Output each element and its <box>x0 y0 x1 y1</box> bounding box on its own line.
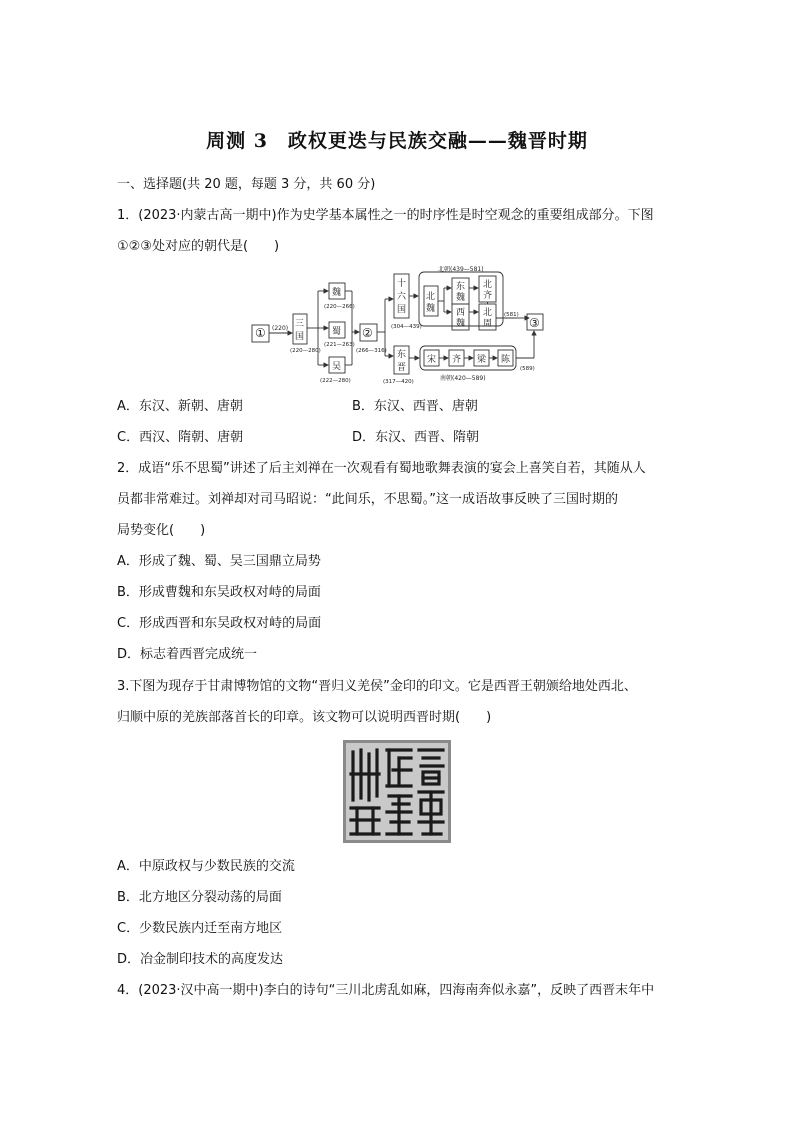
q4-stem-line1: 4．(2023·汉中高一期中)李白的诗句“三川北虏乱如麻，四海南奔似永嘉”，反映了西晋末年中 <box>117 983 655 998</box>
page-title: 周测 3 政权更迭与民族交融——魏晋时期 <box>206 130 588 152</box>
label-beiqi-2: 齐 <box>483 291 493 301</box>
label-sanguo-1: 三 <box>295 319 305 329</box>
label-wu: 吴 <box>332 362 342 372</box>
label-dongjin-years: (317—420) <box>383 379 414 385</box>
q1-option-a[interactable]: A．东汉、新朝、唐朝 <box>117 399 243 414</box>
label-y220: (220) <box>272 325 289 332</box>
label-dongwei-1: 东 <box>456 282 466 292</box>
label-dongjin-1: 东 <box>397 350 407 360</box>
label-xiwei-1: 西 <box>456 308 466 318</box>
label-shiliuguo-3: 国 <box>397 305 407 315</box>
q1-stem-line1: 1．(2023·内蒙古高一期中)作为史学基本属性之一的时序性是时空观念的重要组成部分。下图 <box>117 208 654 223</box>
label-beichao: 北朝(439—581) <box>438 266 484 273</box>
label-qi: 齐 <box>452 355 462 365</box>
q3-stem-line2: 归顺中原的羌族部落首长的印章。该文物可以说明西晋时期( ) <box>117 710 492 725</box>
label-xiwei-2: 魏 <box>456 319 466 329</box>
label-shu-years: (221—263) <box>324 342 355 348</box>
q2-stem-line1: 2．成语“乐不思蜀”讲述了后主刘禅在一次观看有蜀地歌舞表演的宴会上喜笑自若，其随从人 <box>117 461 646 476</box>
label-n2: ② <box>362 326 373 340</box>
q2-option-c[interactable]: C．形成西晋和东吴政权对峙的局面 <box>117 616 322 631</box>
dynasty-timeline-diagram <box>248 266 553 386</box>
label-n1: ① <box>255 326 266 340</box>
label-beiwei-2: 魏 <box>426 304 436 314</box>
label-shiliuguo-years: (304—439) <box>391 324 422 330</box>
label-beiwei-1: 北 <box>426 292 436 302</box>
label-chen: 陈 <box>501 355 511 365</box>
label-wei: 魏 <box>332 288 342 298</box>
q2-option-d[interactable]: D．标志着西晋完成统一 <box>117 647 258 662</box>
q3-stem-line1: 3.下图为现存于甘肃博物馆的文物“晋归义羌侯”金印的印文。它是西晋王朝颁给地处西北、 <box>117 679 637 694</box>
label-sanguo-2: 国 <box>295 332 305 342</box>
label-liang: 梁 <box>477 355 487 365</box>
q1-option-b[interactable]: B．东汉、西晋、唐朝 <box>352 399 478 414</box>
label-wei-years: (220—266) <box>324 304 355 310</box>
section-heading: 一、选择题(共 20 题，每题 3 分，共 60 分) <box>117 177 376 192</box>
label-shiliuguo-1: 十 <box>397 279 407 289</box>
q2-option-b[interactable]: B．形成曹魏和东吴政权对峙的局面 <box>117 585 321 600</box>
label-shiliuguo-2: 六 <box>397 292 407 302</box>
q1-option-d[interactable]: D．东汉、西晋、隋朝 <box>352 430 480 445</box>
label-n2-years: (266—316) <box>356 348 387 354</box>
label-sanguo-years: (220—280) <box>290 348 321 354</box>
q3-option-a[interactable]: A．中原政权与少数民族的交流 <box>117 859 295 874</box>
seal-imprint-image <box>343 740 451 843</box>
q3-option-d[interactable]: D．冶金制印技术的高度发达 <box>117 952 284 967</box>
q1-option-c[interactable]: C．西汉、隋朝、唐朝 <box>117 430 244 445</box>
label-wu-years: (222—280) <box>320 378 351 384</box>
q1-stem-line2: ①②③处对应的朝代是( ) <box>117 239 280 254</box>
q2-option-a[interactable]: A．形成了魏、蜀、吴三国鼎立局势 <box>117 554 321 569</box>
label-dongwei-2: 魏 <box>456 293 466 303</box>
label-dongjin-2: 晋 <box>397 363 407 373</box>
q3-option-c[interactable]: C．少数民族内迁至南方地区 <box>117 921 283 936</box>
label-song: 宋 <box>427 355 437 365</box>
label-y589: (589) <box>520 366 535 372</box>
label-beizhou-1: 北 <box>483 308 493 318</box>
label-beiqi-1: 北 <box>483 280 493 290</box>
label-beizhou-2: 周 <box>483 319 493 329</box>
label-shu: 蜀 <box>332 327 342 337</box>
q2-stem-line2: 员都非常难过。刘禅却对司马昭说：“此间乐，不思蜀。”这一成语故事反映了三国时期的 <box>117 492 618 507</box>
q2-stem-line3: 局势变化( ) <box>117 523 206 538</box>
label-nanchao: 南朝(420—589) <box>440 375 486 382</box>
q3-option-b[interactable]: B．北方地区分裂动荡的局面 <box>117 890 282 905</box>
label-n3: ③ <box>529 316 540 330</box>
label-y581: (581) <box>504 312 519 318</box>
